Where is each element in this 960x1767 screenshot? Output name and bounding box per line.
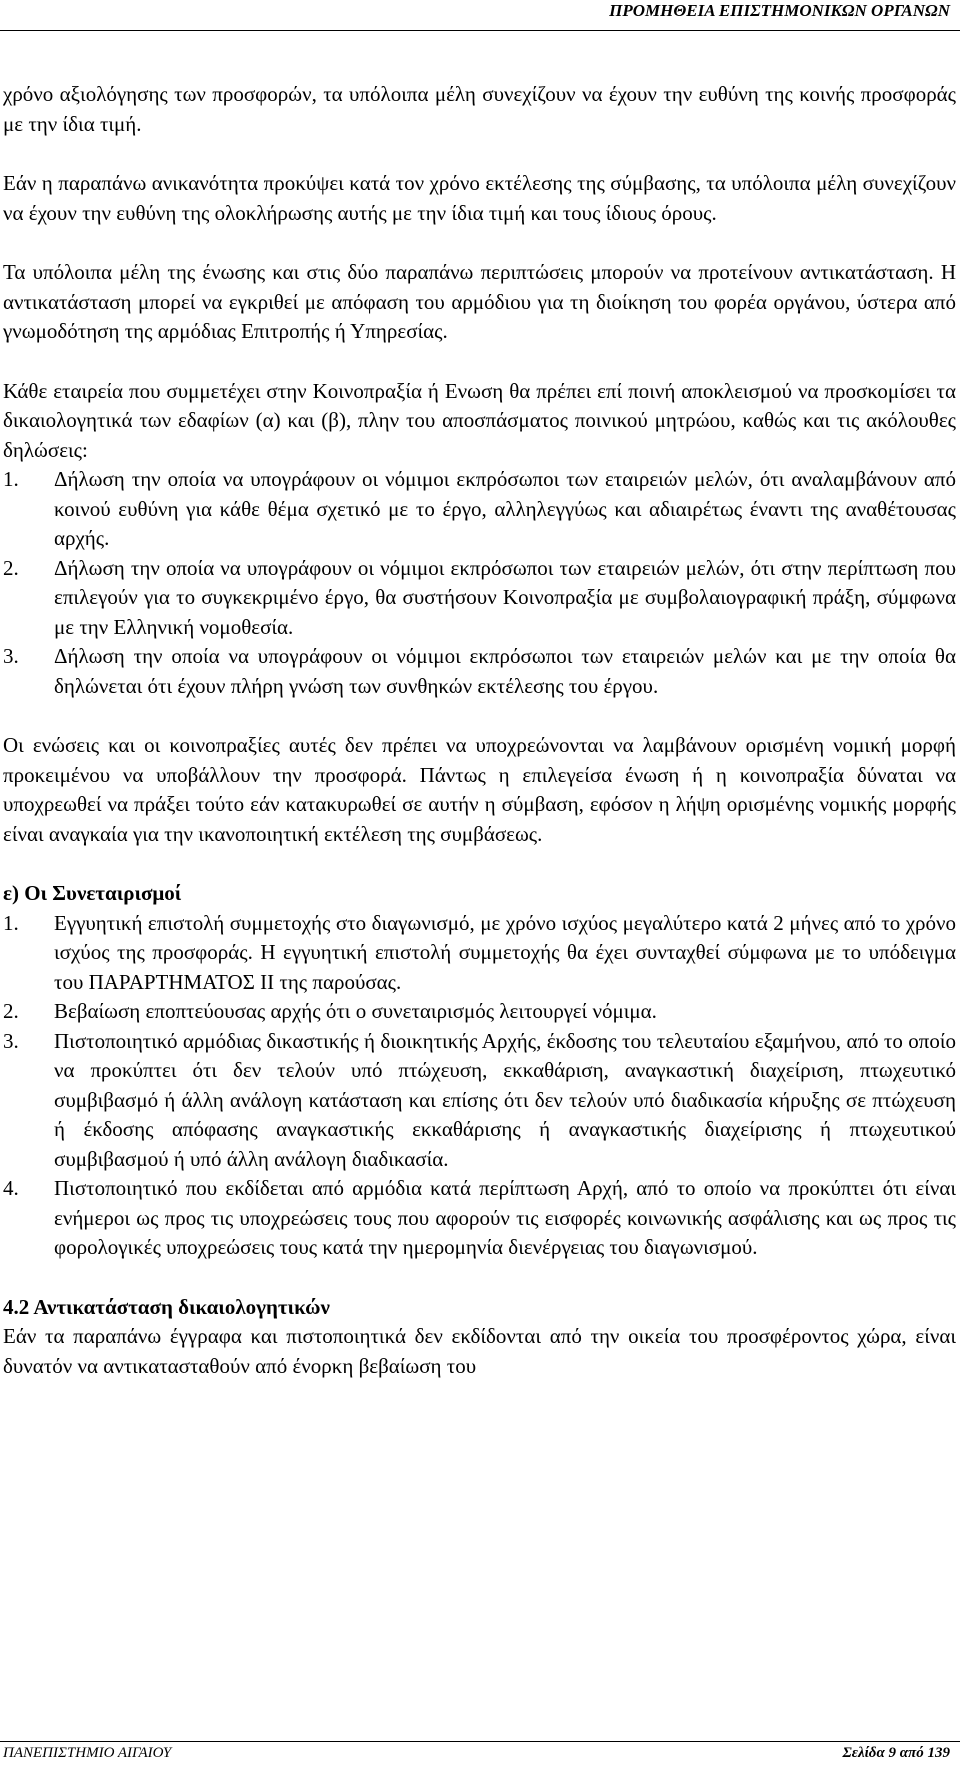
page-content bbox=[3, 80, 956, 1381]
list-item-text: Πιστοποιητικό αρμόδιας δικαστικής ή διοικητικής Αρχής, έκδοσης του τελευταίου εξαμήνου, από το οποίο να προκύπτει ότι δεν τελούν υπό πτώχευση, εκκαθάριση, αναγκαστική διαχείριση, πτωχευτικό συμβιβασμό ή άλλη ανάλογη κατάσταση και επίσης ότι δεν τελούν υπό διαδικασία κήρυξης σε πτώχευση ή έκδοσης απόφασης αναγκαστικής εκκαθάρισης ή αναγκαστικής διαχείρισης ή πτωχευτικού συμβιβασμού ή υπό άλλη ανάλογη διαδικασία. bbox=[54, 1028, 956, 1171]
footer-institution: ΠΑΝΕΠΙΣΤΗΜΙΟ ΑΙΓΑΙΟΥ bbox=[3, 1745, 172, 1761]
list-item bbox=[3, 909, 956, 998]
paragraph: Οι ενώσεις και οι κοινοπραξίες αυτές δεν πρέπει να υποχρεώνονται να λαμβάνουν ορισμένη νομική μορφή προκειμένου να υποβάλλουν την προσφορά. Πάντως η επιλεγείσα ένωση ή η κοινοπραξία δύναται να υποχρεωθεί να πράξει τούτο εάν κατακυρωθεί σε αυτήν η σύμβαση, εφόσον η λήψη ορισμένης νομικής μορφής είναι αναγκαία για την ικανοποιητική εκτέλεση της συμβάσεως. bbox=[3, 733, 956, 846]
paragraph: Εάν η παραπάνω ανικανότητα προκύψει κατά τον χρόνο εκτέλεσης της σύμβασης, τα υπόλοιπα μέλη συνεχίζουν να έχουν την ευθύνη της ολοκλήρωσης αυτής με την ίδια τιμή και τους ίδιους όρους. bbox=[3, 171, 956, 225]
list-item bbox=[3, 1174, 956, 1263]
page-number: Σελίδα 9 από 139 bbox=[842, 1745, 950, 1761]
list-item bbox=[3, 1027, 956, 1175]
list-item-text: Δήλωση την οποία να υπογράφουν οι νόμιμοι εκπρόσωποι των εταιρειών μελών και με την οποία θα δηλώνεται ότι έχουν πλήρη γνώση των συνθηκών εκτέλεσης του έργου. bbox=[54, 644, 956, 698]
list-item bbox=[3, 997, 956, 1027]
page-footer bbox=[0, 1741, 960, 1767]
cooperatives-list bbox=[3, 909, 956, 1263]
paragraph: χρόνο αξιολόγησης των προσφορών, τα υπόλοιπα μέλη συνεχίζουν να έχουν την ευθύνη της κοινής προσφοράς με την ίδια τιμή. bbox=[3, 82, 956, 136]
list-number: 1. bbox=[3, 467, 19, 491]
paragraph: Εάν τα παραπάνω έγγραφα και πιστοποιητικά δεν εκδίδονται από την οικεία του προσφέροντος χώρα, είναι δυνατόν να αντικατασταθούν από ένορκη βεβαίωση του bbox=[3, 1324, 956, 1378]
list-item bbox=[3, 465, 956, 554]
list-item-text: Βεβαίωση εποπτεύουσας αρχής ότι ο συνεταιρισμός λειτουργεί νόμιμα. bbox=[54, 999, 657, 1023]
list-item-text: Δήλωση την οποία να υπογράφουν οι νόμιμοι εκπρόσωποι των εταιρειών μελών, ότι αναλαμβάνουν από κοινού ευθύνη για κάθε θέμα σχετικό με το έργο, αλληλεγγύως και αδιαιρέτως έναντι της αναθέτουσας αρχής. bbox=[54, 467, 956, 550]
section-heading-replacement: 4.2 Αντικατάσταση δικαιολογητικών bbox=[3, 1294, 330, 1319]
document-title: ΠΡΟΜΗΘΕΙΑ ΕΠΙΣΤΗΜΟΝΙΚΩΝ ΟΡΓΑΝΩΝ bbox=[609, 1, 950, 20]
list-number: 1. bbox=[3, 910, 19, 935]
list-item bbox=[3, 642, 956, 701]
paragraph: Κάθε εταιρεία που συμμετέχει στην Κοινοπραξία ή Ενωση θα πρέπει επί ποινή αποκλεισμού να προσκομίσει τα δικαιολογητικά των εδαφίων (α) και (β), πλην του αποσπάσματος ποινικού μητρώου, καθώς και τις ακόλουθες δηλώσεις: bbox=[3, 378, 956, 462]
page-header bbox=[0, 0, 960, 31]
list-number: 3. bbox=[3, 644, 19, 668]
paragraph: Τα υπόλοιπα μέλη της ένωσης και στις δύο παραπάνω περιπτώσεις μπορούν να προτείνουν αντικατάσταση. Η αντικατάσταση μπορεί να εγκριθεί με απόφαση του αρμόδιου για τη διοίκηση του φορέα οργάνου, ύστερα από γνωμοδότηση της αρμόδιας Επιτροπής ή Υπηρεσίας. bbox=[3, 260, 956, 343]
list-item-text: Εγγυητική επιστολή συμμετοχής στο διαγωνισμό, με χρόνο ισχύος μεγαλύτερο κατά 2 μήνες από το χρόνο ισχύος της προσφοράς. Η εγγυητική επιστολή συμμετοχής θα έχει συνταχθεί σύμφωνα με το υπόδειγμα του ΠΑΡΑΡΤΗΜΑΤΟΣ ΙΙ της παρούσας. bbox=[54, 910, 956, 994]
list-number: 2. bbox=[3, 999, 19, 1023]
list-number: 4. bbox=[3, 1176, 19, 1200]
list-number: 2. bbox=[3, 555, 19, 580]
section-heading-cooperatives: ε) Οι Συνεταιρισμοί bbox=[3, 881, 182, 905]
declarations-list bbox=[3, 465, 956, 701]
list-number: 3. bbox=[3, 1028, 19, 1053]
list-item-text: Πιστοποιητικό που εκδίδεται από αρμόδια κατά περίπτωση Αρχή, από το οποίο να προκύπτει ότι είναι ενήμεροι ως προς τις υποχρεώσεις τους που αφορούν τις εισφορές κοινωνικής ασφάλισης και ως προς τις φορολογικές υποχρεώσεις τους κατά την ημερομηνία διενέργειας του διαγωνισμού. bbox=[54, 1176, 956, 1259]
list-item bbox=[3, 554, 956, 643]
list-item-text: Δήλωση την οποία να υπογράφουν οι νόμιμοι εκπρόσωποι των εταιρειών μελών, ότι στην περίπτωση που επιλεγούν για το συγκεκριμένο έργο, θα συστήσουν Κοινοπραξία με συμβολαιογραφική πράξη, σύμφωνα με την Ελληνική νομοθεσία. bbox=[54, 555, 956, 639]
